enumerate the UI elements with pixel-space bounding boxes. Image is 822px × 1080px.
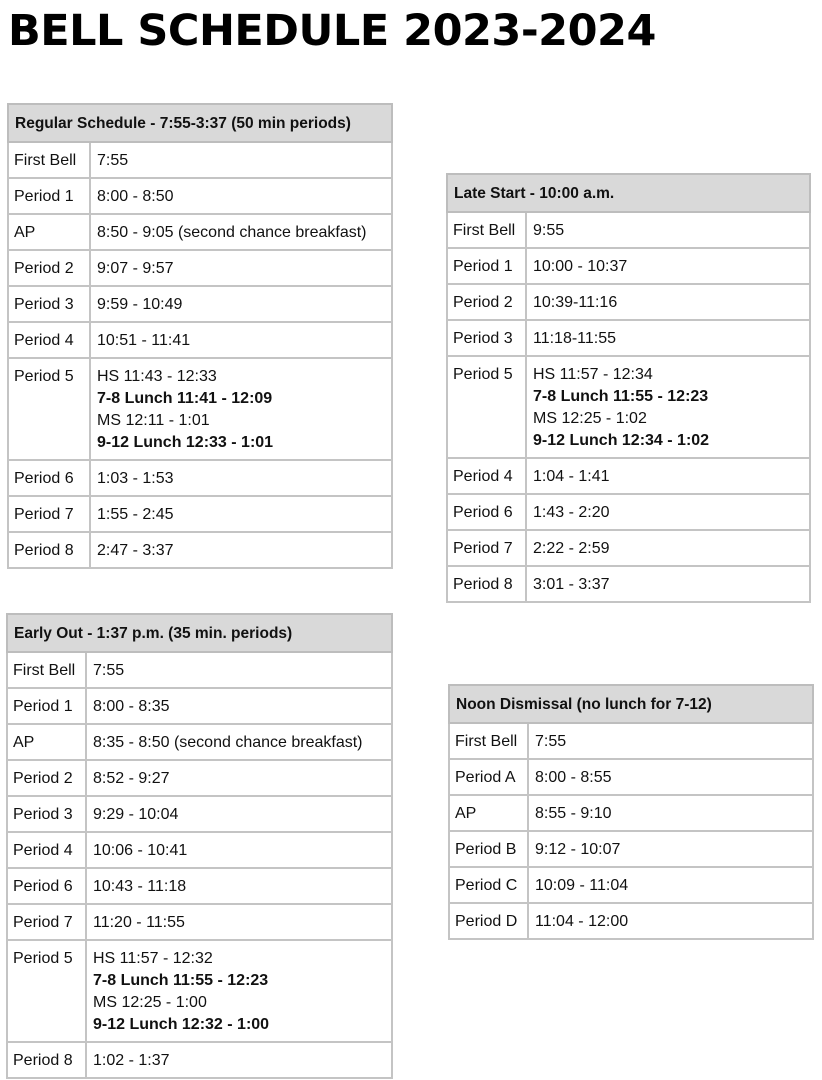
period-time	[528, 903, 813, 939]
schedule-row	[447, 356, 810, 458]
period-label: AP	[7, 724, 86, 760]
period-label: Period 1	[7, 688, 86, 724]
schedule-row	[447, 458, 810, 494]
period-time	[90, 322, 392, 358]
time-line: 9:07 - 9:57	[97, 260, 174, 277]
schedule-row	[8, 286, 392, 322]
schedule-row	[447, 320, 810, 356]
period-label: Period 5	[7, 940, 86, 1042]
time-line: HS 11:57 - 12:34	[533, 366, 653, 383]
period-time	[526, 356, 810, 458]
time-line: 1:55 - 2:45	[97, 506, 174, 523]
period-time	[526, 212, 810, 248]
period-time	[526, 530, 810, 566]
period-label: Period 2	[447, 284, 526, 320]
late-start-schedule-table	[446, 173, 811, 603]
time-line: 10:00 - 10:37	[533, 258, 628, 275]
period-time	[86, 940, 392, 1042]
period-time	[526, 458, 810, 494]
period-label: Period 1	[8, 178, 90, 214]
time-line: 8:52 - 9:27	[93, 770, 170, 787]
schedule-row	[8, 142, 392, 178]
time-line: 10:09 - 11:04	[535, 877, 629, 894]
time-line: 1:03 - 1:53	[97, 470, 174, 487]
time-line: HS 11:43 - 12:33	[97, 368, 217, 385]
time-line: 9:55	[533, 222, 565, 239]
time-line: 9:59 - 10:49	[97, 296, 183, 313]
schedule-row	[8, 250, 392, 286]
period-label: Period 6	[8, 460, 90, 496]
lunch-time-line: 7-8 Lunch 11:55 - 12:23	[533, 388, 709, 405]
period-time	[528, 723, 813, 759]
period-label: Period 8	[7, 1042, 86, 1078]
schedule-title: Early Out - 1:37 p.m. (35 min. periods)	[7, 614, 392, 652]
period-time	[86, 868, 392, 904]
early-out-schedule-table	[6, 613, 393, 1079]
period-time	[526, 248, 810, 284]
schedule-row	[449, 903, 813, 939]
time-line: 11:18-11:55	[533, 330, 617, 347]
period-time	[86, 760, 392, 796]
time-line: 7:55	[535, 733, 567, 750]
lunch-time-line: 7-8 Lunch 11:41 - 12:09	[97, 390, 273, 407]
period-label: Period 3	[7, 796, 86, 832]
period-label: Period 6	[447, 494, 526, 530]
schedule-row	[7, 652, 392, 688]
period-time	[90, 214, 392, 250]
period-time	[528, 759, 813, 795]
period-label: First Bell	[447, 212, 526, 248]
schedule-row	[8, 532, 392, 568]
period-time	[528, 795, 813, 831]
time-line: 8:55 - 9:10	[535, 805, 612, 822]
period-label: Period 7	[447, 530, 526, 566]
time-line: 11:20 - 11:55	[93, 914, 185, 931]
period-label: Period 3	[447, 320, 526, 356]
schedule-row	[449, 795, 813, 831]
time-line: 1:43 - 2:20	[533, 504, 610, 521]
schedule-row	[7, 760, 392, 796]
period-time	[528, 867, 813, 903]
schedule-row	[8, 496, 392, 532]
schedule-row	[7, 1042, 392, 1078]
schedule-row	[447, 494, 810, 530]
period-label: Period 1	[447, 248, 526, 284]
schedule-title: Noon Dismissal (no lunch for 7-12)	[449, 685, 813, 723]
period-label: Period 2	[7, 760, 86, 796]
period-label: Period 4	[447, 458, 526, 494]
schedule-row	[447, 284, 810, 320]
period-time	[90, 358, 392, 460]
time-line: 8:35 - 8:50 (second chance breakfast)	[93, 734, 363, 751]
time-line: 10:51 - 11:41	[97, 332, 191, 349]
time-line: 9:29 - 10:04	[93, 806, 179, 823]
period-label: Period A	[449, 759, 528, 795]
period-time	[526, 320, 810, 356]
period-label: Period 4	[7, 832, 86, 868]
time-line: 1:02 - 1:37	[93, 1052, 170, 1069]
period-label: AP	[449, 795, 528, 831]
period-label: Period B	[449, 831, 528, 867]
schedule-row	[447, 212, 810, 248]
schedule-row	[447, 248, 810, 284]
time-line: 2:47 - 3:37	[97, 542, 174, 559]
period-label: Period C	[449, 867, 528, 903]
time-line: 8:00 - 8:35	[93, 698, 170, 715]
schedule-row	[449, 759, 813, 795]
period-time	[90, 496, 392, 532]
period-label: First Bell	[449, 723, 528, 759]
time-line: MS 12:25 - 1:02	[533, 410, 647, 427]
lunch-time-line: 9-12 Lunch 12:32 - 1:00	[93, 1016, 270, 1033]
period-time	[86, 652, 392, 688]
schedule-row	[8, 358, 392, 460]
period-time	[526, 494, 810, 530]
schedule-row	[7, 868, 392, 904]
time-line: 10:06 - 10:41	[93, 842, 188, 859]
schedule-row	[447, 566, 810, 602]
period-time	[90, 142, 392, 178]
period-time	[86, 832, 392, 868]
period-time	[86, 688, 392, 724]
schedule-row	[8, 178, 392, 214]
period-time	[90, 178, 392, 214]
time-line: 8:50 - 9:05 (second chance breakfast)	[97, 224, 367, 241]
schedule-row	[7, 796, 392, 832]
time-line: 3:01 - 3:37	[533, 576, 610, 593]
lunch-time-line: 9-12 Lunch 12:34 - 1:02	[533, 432, 710, 449]
period-time	[526, 284, 810, 320]
period-time	[86, 724, 392, 760]
period-label: Period 7	[8, 496, 90, 532]
schedule-row	[7, 724, 392, 760]
schedule-row	[7, 904, 392, 940]
period-label: AP	[8, 214, 90, 250]
period-time	[86, 1042, 392, 1078]
schedule-row	[7, 832, 392, 868]
period-time	[86, 904, 392, 940]
schedule-row	[447, 530, 810, 566]
schedule-row	[8, 214, 392, 250]
period-label: Period 8	[8, 532, 90, 568]
time-line: 8:00 - 8:50	[97, 188, 174, 205]
period-label: Period 2	[8, 250, 90, 286]
period-label: Period 3	[8, 286, 90, 322]
period-label: Period 5	[8, 358, 90, 460]
time-line: 1:04 - 1:41	[533, 468, 610, 485]
period-time	[528, 831, 813, 867]
time-line: MS 12:11 - 1:01	[97, 412, 210, 429]
period-time	[90, 250, 392, 286]
period-time	[526, 566, 810, 602]
period-label: Period 8	[447, 566, 526, 602]
period-label: Period 6	[7, 868, 86, 904]
period-label: Period 4	[8, 322, 90, 358]
schedule-title: Late Start - 10:00 a.m.	[447, 174, 810, 212]
schedule-row	[449, 831, 813, 867]
period-time	[86, 796, 392, 832]
lunch-time-line: 7-8 Lunch 11:55 - 12:23	[93, 972, 269, 989]
period-time	[90, 532, 392, 568]
period-time	[90, 460, 392, 496]
time-line: 9:12 - 10:07	[535, 841, 621, 858]
time-line: 10:43 - 11:18	[93, 878, 187, 895]
schedule-row	[8, 460, 392, 496]
period-label: Period D	[449, 903, 528, 939]
noon-dismissal-schedule-table	[448, 684, 814, 940]
time-line: 2:22 - 2:59	[533, 540, 610, 557]
regular-schedule-table	[7, 103, 393, 569]
time-line: 10:39-11:16	[533, 294, 618, 311]
time-line: MS 12:25 - 1:00	[93, 994, 207, 1011]
schedule-row	[449, 723, 813, 759]
time-line: 7:55	[97, 152, 129, 169]
schedule-row	[7, 688, 392, 724]
period-label: First Bell	[8, 142, 90, 178]
time-line: 8:00 - 8:55	[535, 769, 612, 786]
period-label: First Bell	[7, 652, 86, 688]
schedule-title: Regular Schedule - 7:55-3:37 (50 min periods)	[8, 104, 392, 142]
period-label: Period 7	[7, 904, 86, 940]
schedule-row	[449, 867, 813, 903]
page-title: BELL SCHEDULE 2023-2024	[8, 6, 656, 56]
period-label: Period 5	[447, 356, 526, 458]
period-time	[90, 286, 392, 322]
time-line: HS 11:57 - 12:32	[93, 950, 213, 967]
schedule-row	[8, 322, 392, 358]
lunch-time-line: 9-12 Lunch 12:33 - 1:01	[97, 434, 274, 451]
schedule-row	[7, 940, 392, 1042]
time-line: 7:55	[93, 662, 125, 679]
time-line: 11:04 - 12:00	[535, 913, 629, 930]
